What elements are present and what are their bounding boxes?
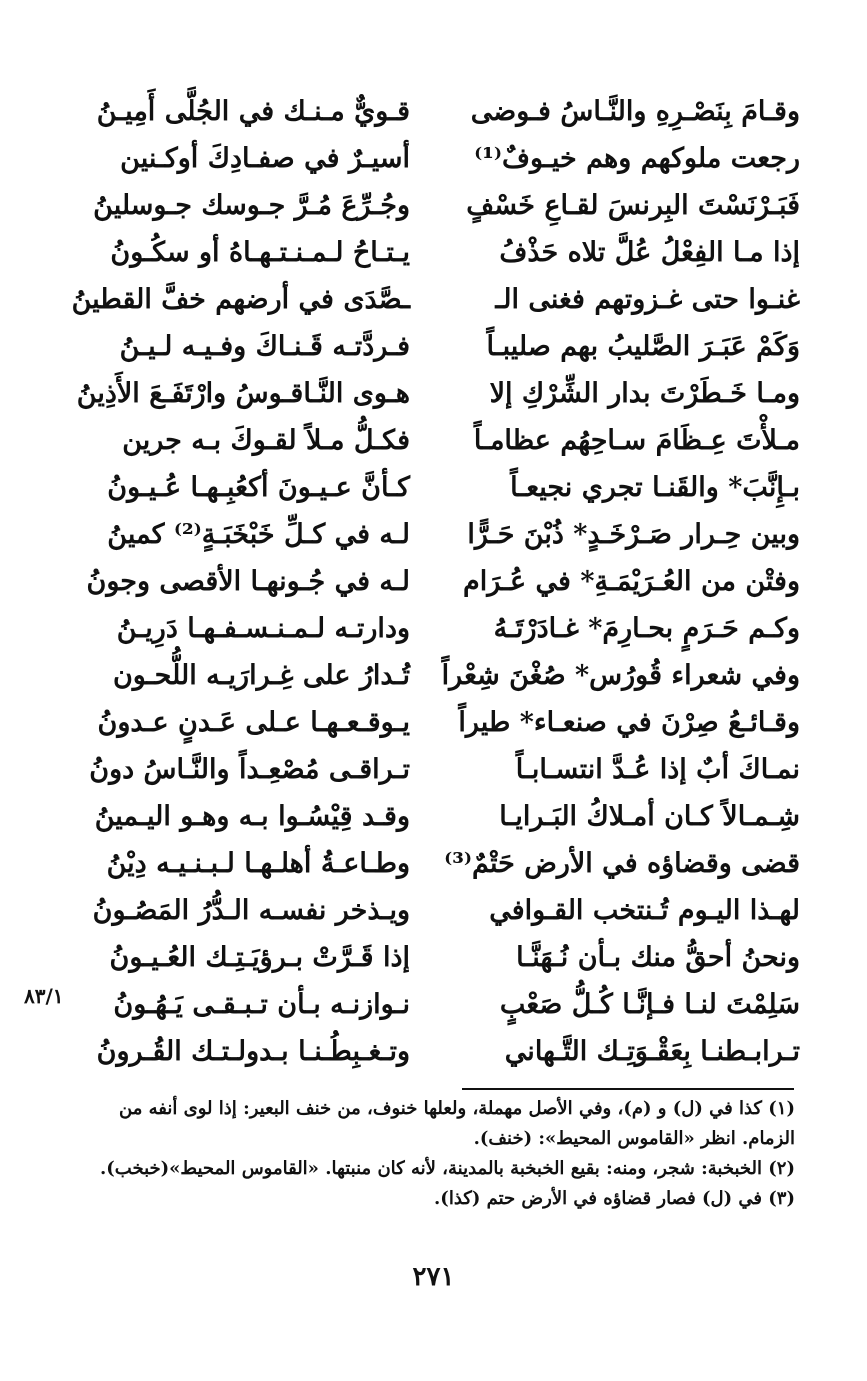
verse-right-17: قضى وقضاؤه في الأرض حَتْمٌ⁽³⁾ bbox=[444, 848, 800, 879]
verse-right-12: وكـم حَـرَمٍ بحـارِمَ* غـادَرْتَـهُ bbox=[493, 613, 800, 644]
verse-left-9: كـأنَّ عـيـونَ أكعُبِـهـا عُـيـونُ bbox=[107, 472, 410, 503]
verse-right-6: وَكَمْ عَبَـرَ الصَّليبُ بهم صليبـاً bbox=[486, 331, 800, 362]
verse-left-20: نـوازنـه بـأن تـبـقـى يَـهُـونُ bbox=[113, 989, 410, 1020]
footnote-1: (١) كذا في (ل) و (م)، وفي الأصل مهملة، ولعلها خنوف، من خنف البعير: إذا لوى أنفه من الزمام. انظر «القاموس المحيط»: (خنف). bbox=[119, 1098, 795, 1149]
verse-right-16: شِـمـالاً كـان أمـلاكُ البَـرايـا bbox=[499, 801, 800, 832]
verse-right-3: فَبَـرْنَسْتَ البِرنسَ لقـاعِ خَسْفٍ bbox=[466, 190, 800, 221]
verse-right-4: إذا مـا الفِعْلُ عُلَّ تلاه حَذْفُ bbox=[499, 237, 800, 268]
verse-left-1: قـويٌّ مـنـك في الجُلَّى أَمِيـنُ bbox=[96, 96, 410, 127]
verse-right-20: سَلِمْتَ لنـا فـإنَّـا كُـلُّ صَعْبٍ bbox=[499, 989, 800, 1020]
verse-right-11: وفتْن من العُـرَيْمَـةِ* في عُـرَام bbox=[463, 566, 800, 597]
verse-right-2: رجعت ملوكهم وهم خيـوفٌ⁽¹⁾ bbox=[474, 143, 800, 174]
footnote-3: (٣) في (ل) فصار قضاؤه في الأرض حتم (كذا). bbox=[434, 1188, 795, 1209]
verse-left-12: ودارتـه لـمـنـسـفـهـا دَرِيـنُ bbox=[116, 613, 410, 644]
verse-left-10: لـه في كـلِّ خَبْخَبَـةٍ⁽²⁾ كمينُ bbox=[107, 519, 410, 550]
verse-left-18: ويـذخر نفسـه الـدُّرُ المَصُـونُ bbox=[92, 895, 410, 926]
verse-left-15: تـراقـى مُصْعِـداً والنَّـاسُ دونُ bbox=[89, 754, 410, 785]
verse-right-9: بـإِنَّبَ* والقَنـا تجري نجيعـاً bbox=[510, 472, 800, 503]
verse-right-13: وفي شعراء قُورُس* صُغْنَ شِعْراً bbox=[441, 660, 800, 691]
page-number: ٢٧١ bbox=[412, 1262, 455, 1292]
verse-left-11: لـه في جُـونهـا الأقصى وجونُ bbox=[86, 566, 410, 597]
verse-left-6: فـردَّتـه قَـنـاكَ وفـيـه لـيـنُ bbox=[119, 331, 410, 362]
verse-left-5: ـصَّدَى في أرضهم خفَّ القطينُ bbox=[71, 284, 410, 315]
verse-left-4: يـتـاحُ لـمـنـتـهـاهُ أو سكُـونُ bbox=[110, 237, 410, 268]
verse-right-21: تـرابـطنـا بِعَقْـوَتِـك التَّـهاني bbox=[504, 1036, 800, 1067]
verse-left-3: وجُـرِّعَ مُـرَّ جـوسك جـوسلينُ bbox=[93, 190, 410, 221]
verse-right-5: غنـوا حتى غـزوتهم فغنى الـ bbox=[495, 284, 800, 315]
margin-reference: ٨٣/١ bbox=[24, 984, 64, 1008]
verse-left-17: وطـاعـةُ أهلـهـا لـبـنـيـه دِيْنُ bbox=[106, 848, 410, 879]
verse-right-18: لهـذا اليـوم تُـنتخب القـوافي bbox=[489, 895, 800, 926]
verse-left-21: وتـغـبِطُـنـا بـدولـتـك القُـرونُ bbox=[96, 1036, 410, 1067]
footnotes bbox=[95, 1094, 795, 1214]
verse-right-8: مـلأْتَ عِـظَامَ سـاحِهُم عظامـاً bbox=[473, 425, 800, 456]
verse-right-19: ونحنُ أحقُّ منك بـأن نُـهَنَّـا bbox=[516, 942, 800, 973]
poem bbox=[71, 88, 800, 1083]
verse-left-8: فكـلُّ مـلاً لقـوكَ بـه جرين bbox=[122, 425, 410, 456]
verse-left-2: أسيـرٌ في صفـادِكَ أوكـنين bbox=[120, 143, 410, 174]
verse-left-14: يـوقـعـهـا عـلى عَـدنٍ عـدونُ bbox=[97, 707, 410, 738]
verse-right-10: وبين حِـرار صَـرْخَـدٍ* ذُبْنَ حَـرًّا bbox=[467, 519, 800, 550]
verse-right-14: وقـائـعُ صِرْنَ في صنعـاء* طيراً bbox=[458, 707, 800, 738]
verse-right-1: وقـامَ بِنَصْـرِهِ والنَّـاسُ فـوضى bbox=[470, 96, 800, 127]
footnote-divider bbox=[462, 1088, 794, 1090]
footnote-2: (٢) الخبخبة: شجر، ومنه: بقيع الخبخبة بالمدينة، لأنه كان منبتها. «القاموس المحيط»(خبخب). bbox=[100, 1158, 795, 1179]
verse-left-7: هـوى النَّـاقـوسُ وارْتَفَـعَ الأَذِينُ bbox=[76, 378, 410, 409]
verse-right-15: نمـاكَ أبٌ إذا عُـدَّ انتسـابـاً bbox=[515, 754, 800, 785]
verse-left-16: وقـد قِيْسُـوا بـه وهـو اليـمينُ bbox=[94, 801, 410, 832]
verse-left-13: تُـدارُ على غِـرارَيـه اللُّحـون bbox=[112, 660, 410, 691]
verse-left-19: إذا قَـرَّتْ بـرؤيَـتِـك العُـيـونُ bbox=[109, 942, 410, 973]
verse-right-7: ومـا خَـطَرْتَ بدار الشِّرْكِ إلا bbox=[489, 378, 800, 409]
